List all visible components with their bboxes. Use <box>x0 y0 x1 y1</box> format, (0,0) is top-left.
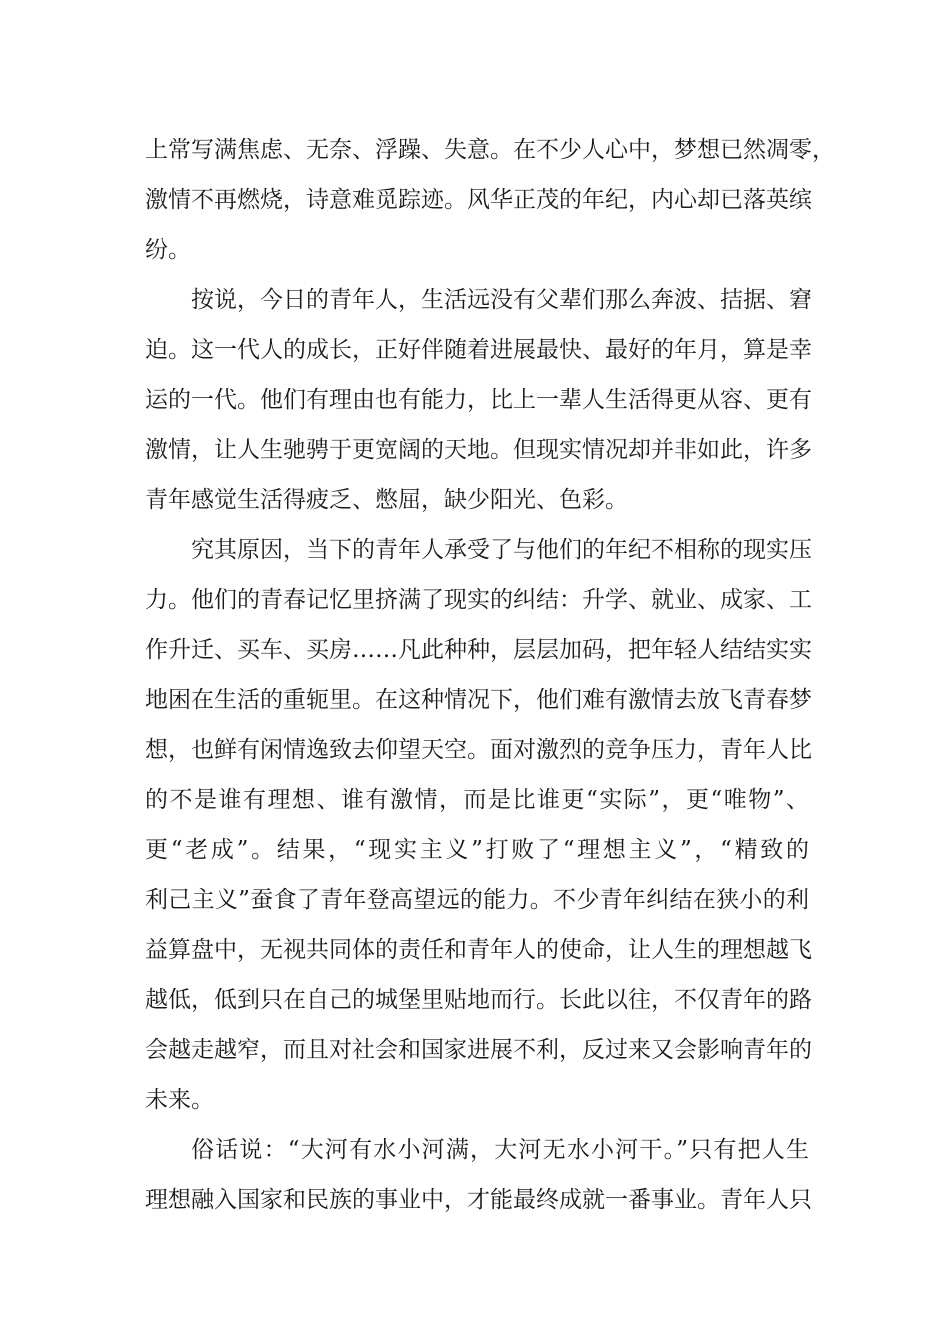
text-line: 未来。 <box>145 1087 214 1113</box>
text-line: 俗话说：“大河有水小河满，大河无水小河干。”只有把人生 <box>191 1137 809 1163</box>
text-line: 理想融入国家和民族的事业中，才能最终成就一番事业。青年人只 <box>145 1187 812 1213</box>
text-line: 想，也鲜有闲情逸致去仰望天空。面对激烈的竞争压力，青年人比 <box>145 737 812 763</box>
text-line: 迫。这一代人的成长，正好伴随着进展最快、最好的年月，算是幸 <box>145 337 812 363</box>
text-line: 益算盘中，无视共同体的责任和青年人的使命，让人生的理想越飞 <box>145 937 812 963</box>
text-line: 的不是谁有理想、谁有激情，而是比谁更“实际”，更“唯物”、 <box>145 787 809 813</box>
text-line: 青年感觉生活得疲乏、憋屈，缺少阳光、色彩。 <box>145 487 628 513</box>
paragraph <box>145 525 812 1125</box>
paragraph <box>145 275 812 525</box>
paragraph <box>145 1125 812 1225</box>
text-line: 运的一代。他们有理由也有能力，比上一辈人生活得更从容、更有 <box>145 387 812 413</box>
text-line: 更“老成”。结果，“现实主义”打败了“理想主义”，“精致的 <box>145 837 809 863</box>
text-line: 作升迁、买车、买房……凡此种种，层层加码，把年轻人结结实实 <box>145 637 812 663</box>
text-line: 力。他们的青春记忆里挤满了现实的纠结：升学、就业、成家、工 <box>145 587 812 613</box>
text-line: 上常写满焦虑、无奈、浮躁、失意。在不少人心中，梦想已然凋零， <box>145 137 835 163</box>
text-line: 地困在生活的重轭里。在这种情况下，他们难有激情去放飞青春梦 <box>145 687 812 713</box>
text-line: 激情，让人生驰骋于更宽阔的天地。但现实情况却并非如此，许多 <box>145 437 812 463</box>
text-line: 利己主义”蚕食了青年登高望远的能力。不少青年纠结在狭小的利 <box>145 887 809 913</box>
text-line: 会越走越窄，而且对社会和国家进展不利，反过来又会影响青年的 <box>145 1037 812 1063</box>
text-line: 按说，今日的青年人，生活远没有父辈们那么奔波、拮据、窘 <box>191 287 812 313</box>
paragraph <box>145 125 835 275</box>
text-line: 越低，低到只在自己的城堡里贴地而行。长此以往，不仅青年的路 <box>145 987 812 1013</box>
text-line: 激情不再燃烧，诗意难觅踪迹。风华正茂的年纪，内心却已落英缤 <box>145 187 812 213</box>
document-body <box>145 125 835 1225</box>
text-line: 究其原因，当下的青年人承受了与他们的年纪不相称的现实压 <box>191 537 812 563</box>
text-line: 纷。 <box>145 237 191 263</box>
